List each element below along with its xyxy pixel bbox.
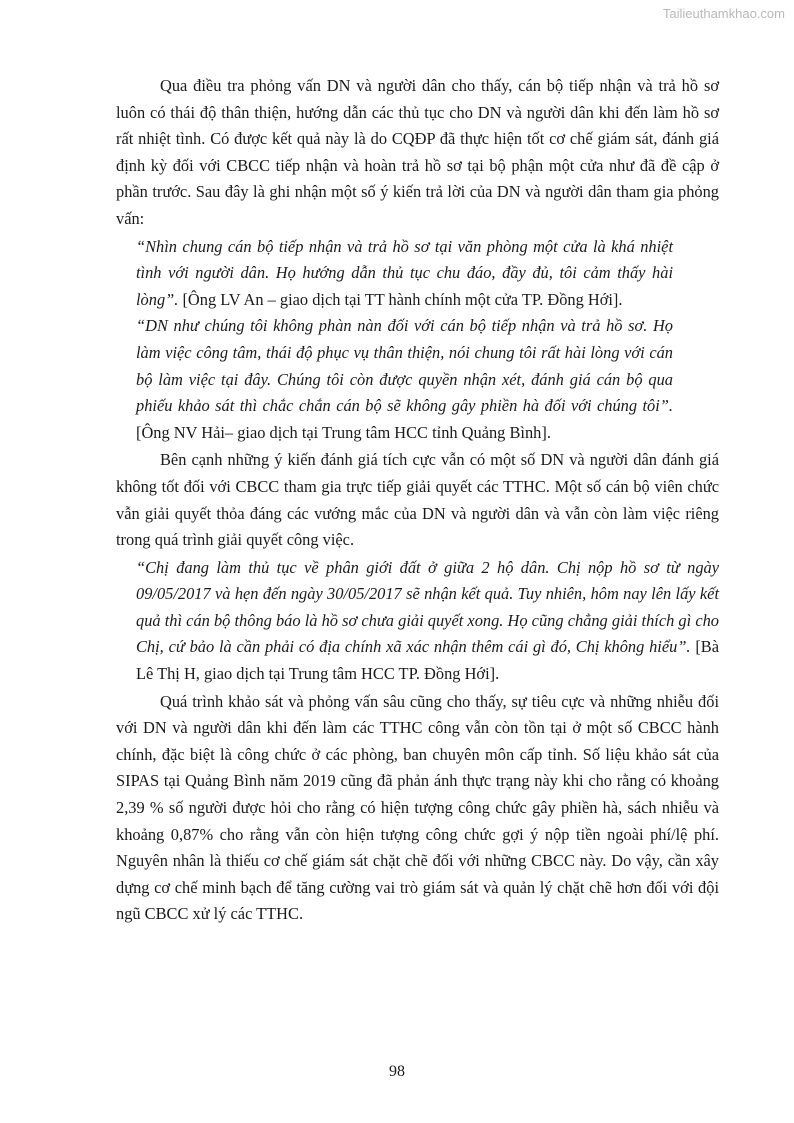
quote-1 (116, 234, 719, 314)
paragraph-intro: Qua điều tra phỏng vấn DN và người dân cho thấy, cán bộ tiếp nhận và trả hồ sơ luôn có thái độ thân thiện, hướng dẫn các thủ tục cho DN và người dân khi đến làm hồ sơ rất nhiệt tình. Có được kết quả này là do CQĐP đã thực hiện tốt cơ chế giám sát, đánh giá định kỳ đối với CBCC tiếp nhận và hoàn trả hồ sơ tại bộ phận một cửa như đã đề cập ở phần trước. Sau đây là ghi nhận một số ý kiến trả lời của DN và người dân tham gia phỏng vấn: (116, 76, 719, 228)
quote-2-text: “DN như chúng tôi không phàn nàn đối với cán bộ tiếp nhận và trả hồ sơ. Họ làm việc công tâm, thái độ phục vụ thân thiện, nói chung tôi rất hài lòng với cán bộ làm việc tại đây. Chúng tôi còn được quyền nhận xét, đánh giá cán bộ qua phiếu khảo sát thì chắc chắn cán bộ sẽ không gây phiền hà đối với chúng tôi”. (136, 316, 673, 416)
quote-3 (116, 555, 719, 688)
quote-2 (116, 313, 719, 446)
watermark: Tailieuthamkhao.com (662, 6, 785, 21)
quote-1-source: [Ông LV An – giao dịch tại TT hành chính một cửa TP. Đồng Hới]. (178, 289, 623, 309)
page-number: 98 (389, 1063, 405, 1080)
paragraph-negative: Bên cạnh những ý kiến đánh giá tích cực vẫn có một số DN và người dân đánh giá không tốt đối với CBCC tham gia trực tiếp giải quyết các TTHC. Một số cán bộ viên chức vẫn giải quyết thỏa đáng các vướng mắc của DN và người dân và vẫn còn làm việc riêng trong quá trình giải quyết công việc. (116, 450, 719, 550)
quote-3-text: “Chị đang làm thủ tục về phân giới đất ở giữa 2 hộ dân. Chị nộp hồ sơ từ ngày 09/05/2017 và hẹn đến ngày 30/05/2017 sẽ nhận kết quả. Tuy nhiên, hôm nay lên lấy kết quả thì cán bộ thông báo là hồ sơ chưa giải quyết xong. Họ cũng chẳng giải thích gì cho Chị, cứ bảo là cần phải có địa chính xã xác nhận thêm cái gì đó, Chị không hiểu”. (136, 557, 719, 657)
paragraph-survey: Quá trình khảo sát và phỏng vấn sâu cũng cho thấy, sự tiêu cực và những nhiễu đối với DN và người dân khi đến làm các TTHC công vẫn còn tồn tại ở một số CBCC hành chính, đặc biệt là công chức ở các phòng, ban chuyên môn cấp tỉnh. Số liệu khảo sát của SIPAS tại Quảng Bình năm 2019 cũng đã phản ánh thực trạng này khi cho rằng có khoảng 2,39 % số người được hỏi cho rằng có hiện tượng công chức gây phiền hà, sách nhiễu và khoảng 0,87% cho rằng vẫn còn hiện tượng công chức gợi ý nộp tiền ngoài phí/lệ phí. Nguyên nhân là thiếu cơ chế giám sát chặt chẽ đối với những CBCC này. Do vậy, cần xây dựng cơ chế minh bạch để tăng cường vai trò giám sát và quản lý chặt chẽ hơn đối với đội ngũ CBCC xử lý các TTHC. (116, 691, 719, 924)
quote-2-source: [Ông NV Hải– giao dịch tại Trung tâm HCC tỉnh Quảng Bình]. (136, 422, 551, 442)
quote-3-source: [Bà Lê Thị H, giao dịch tại Trung tâm HCC TP. Đồng Hới]. (136, 637, 720, 684)
quote-1-text: “Nhìn chung cán bộ tiếp nhận và trả hồ sơ tại văn phòng một cửa là khá nhiệt tình với người dân. Họ hướng dẫn thủ tục chu đáo, đầy đủ, tôi cảm thấy hài lòng”. (136, 236, 673, 309)
document-body (116, 73, 719, 928)
